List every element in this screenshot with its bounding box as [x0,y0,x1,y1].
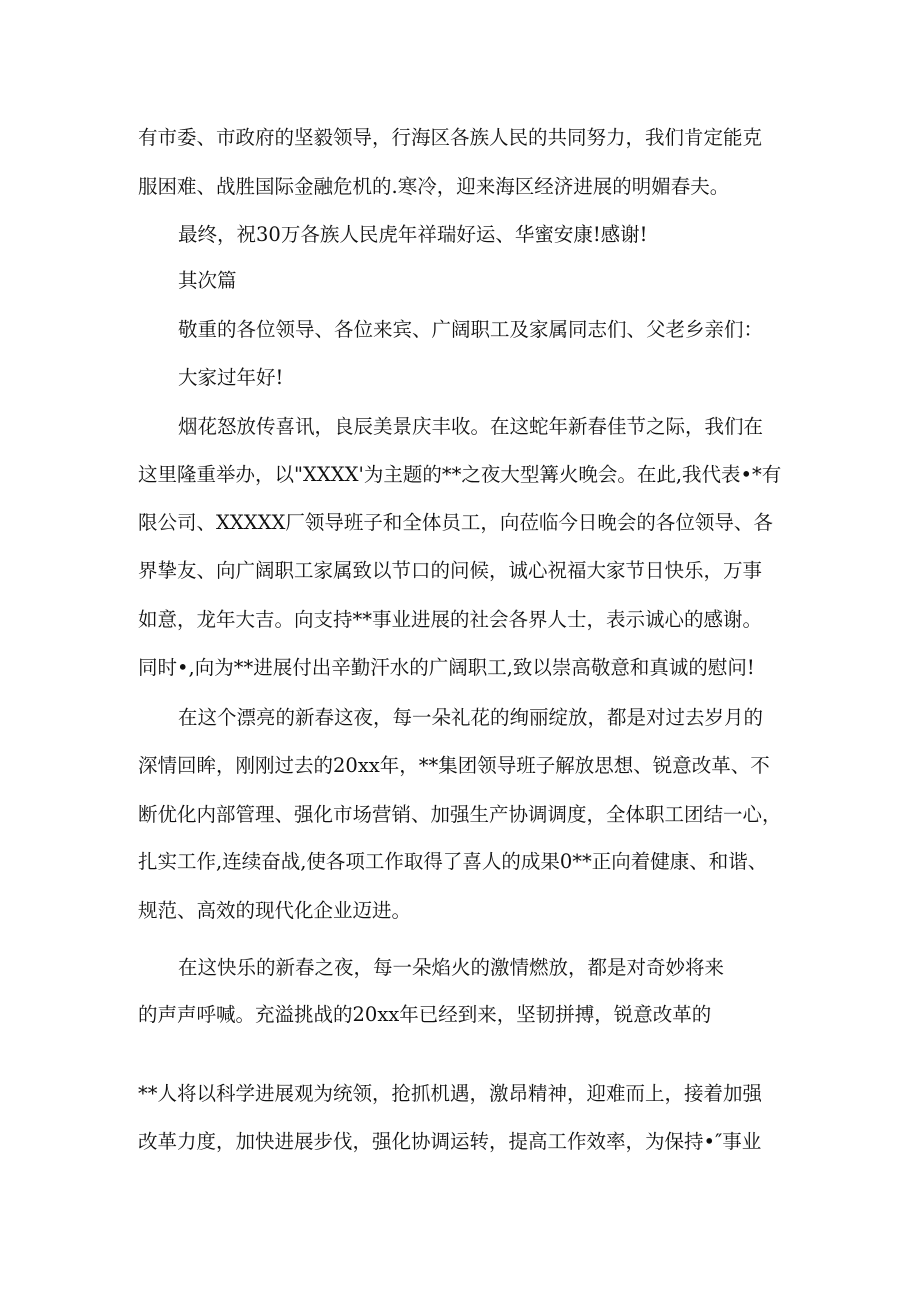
greeting: 大家过年好! [178,366,284,389]
salutation: 敬重的各位领导、各位来宾、广阔职工及家属同志们、父老乡亲们： [178,318,764,341]
text-line: 限公司、XXXXX厂领导班子和全体员工，向莅临今日晚会的各位领导、各 [138,511,773,534]
text-line: 如意，龙年大吉。向支持**事业进展的社会各界人士，表示诚心的感谢。 [138,608,763,631]
text-line: 规范、高效的现代化企业迈进。 [138,899,412,922]
text-line: 烟花怒放传喜讯，良辰美景庆丰收。在这蛇年新春佳节之际，我们在 [178,415,764,438]
section-heading: 其次篇 [178,269,237,292]
text-line: 的声声呼喊。充溢挑战的20xx年已经到来，坚韧拼搏，锐意改革的 [138,1003,712,1026]
text-line: 同时•,向为**进展付出辛勤汗水的广阔职工,致以崇高敬意和真诚的慰问! [138,656,755,679]
text-line: 在这个漂亮的新春这夜，每一朵礼花的绚丽绽放，都是对过去岁月的 [178,706,764,729]
text-line: 断优化内部管理、强化市场营销、加强生产协调调度，全体职工团结一心， [138,803,782,826]
text-line: 深情回眸，刚刚过去的20xx年，**集团领导班子解放思想、锐意改革、不 [138,754,770,777]
text-line: 最终，祝30万各族人民虎年祥瑞好运、华蜜安康!感谢! [178,223,648,246]
text-line: 在这快乐的新春之夜，每一朵焰火的激情燃放，都是对奇妙将来 [178,956,725,979]
text-line: **人将以科学进展观为统领，抢抓机遇，激昂精神，迎难而上，接着加强 [138,1082,763,1105]
text-line: 界挚友、向广阔职工家属致以节口的问候，诚心祝福大家节日快乐，万事 [138,559,763,582]
text-line: 有市委、市政府的坚毅领导，行海区各族人民的共同努力，我们肯定能克 [138,126,763,149]
text-line: 改革力度，加快进展步伐，强化协调运转，提高工作效率，为保持•″事业 [138,1130,762,1153]
text-line: 扎实工作,连续奋战,使各项工作取得了喜人的成果0**正向着健康、和谐、 [138,850,768,873]
text-line: 这里隆重举办，以"XXXX'为主题的**之夜大型篝火晚会。在此,我代表•*有 [138,463,782,486]
text-line: 服困难、战胜国际金融危机的.寒冷，迎来海区经济进展的明媚春夫。 [138,175,730,198]
